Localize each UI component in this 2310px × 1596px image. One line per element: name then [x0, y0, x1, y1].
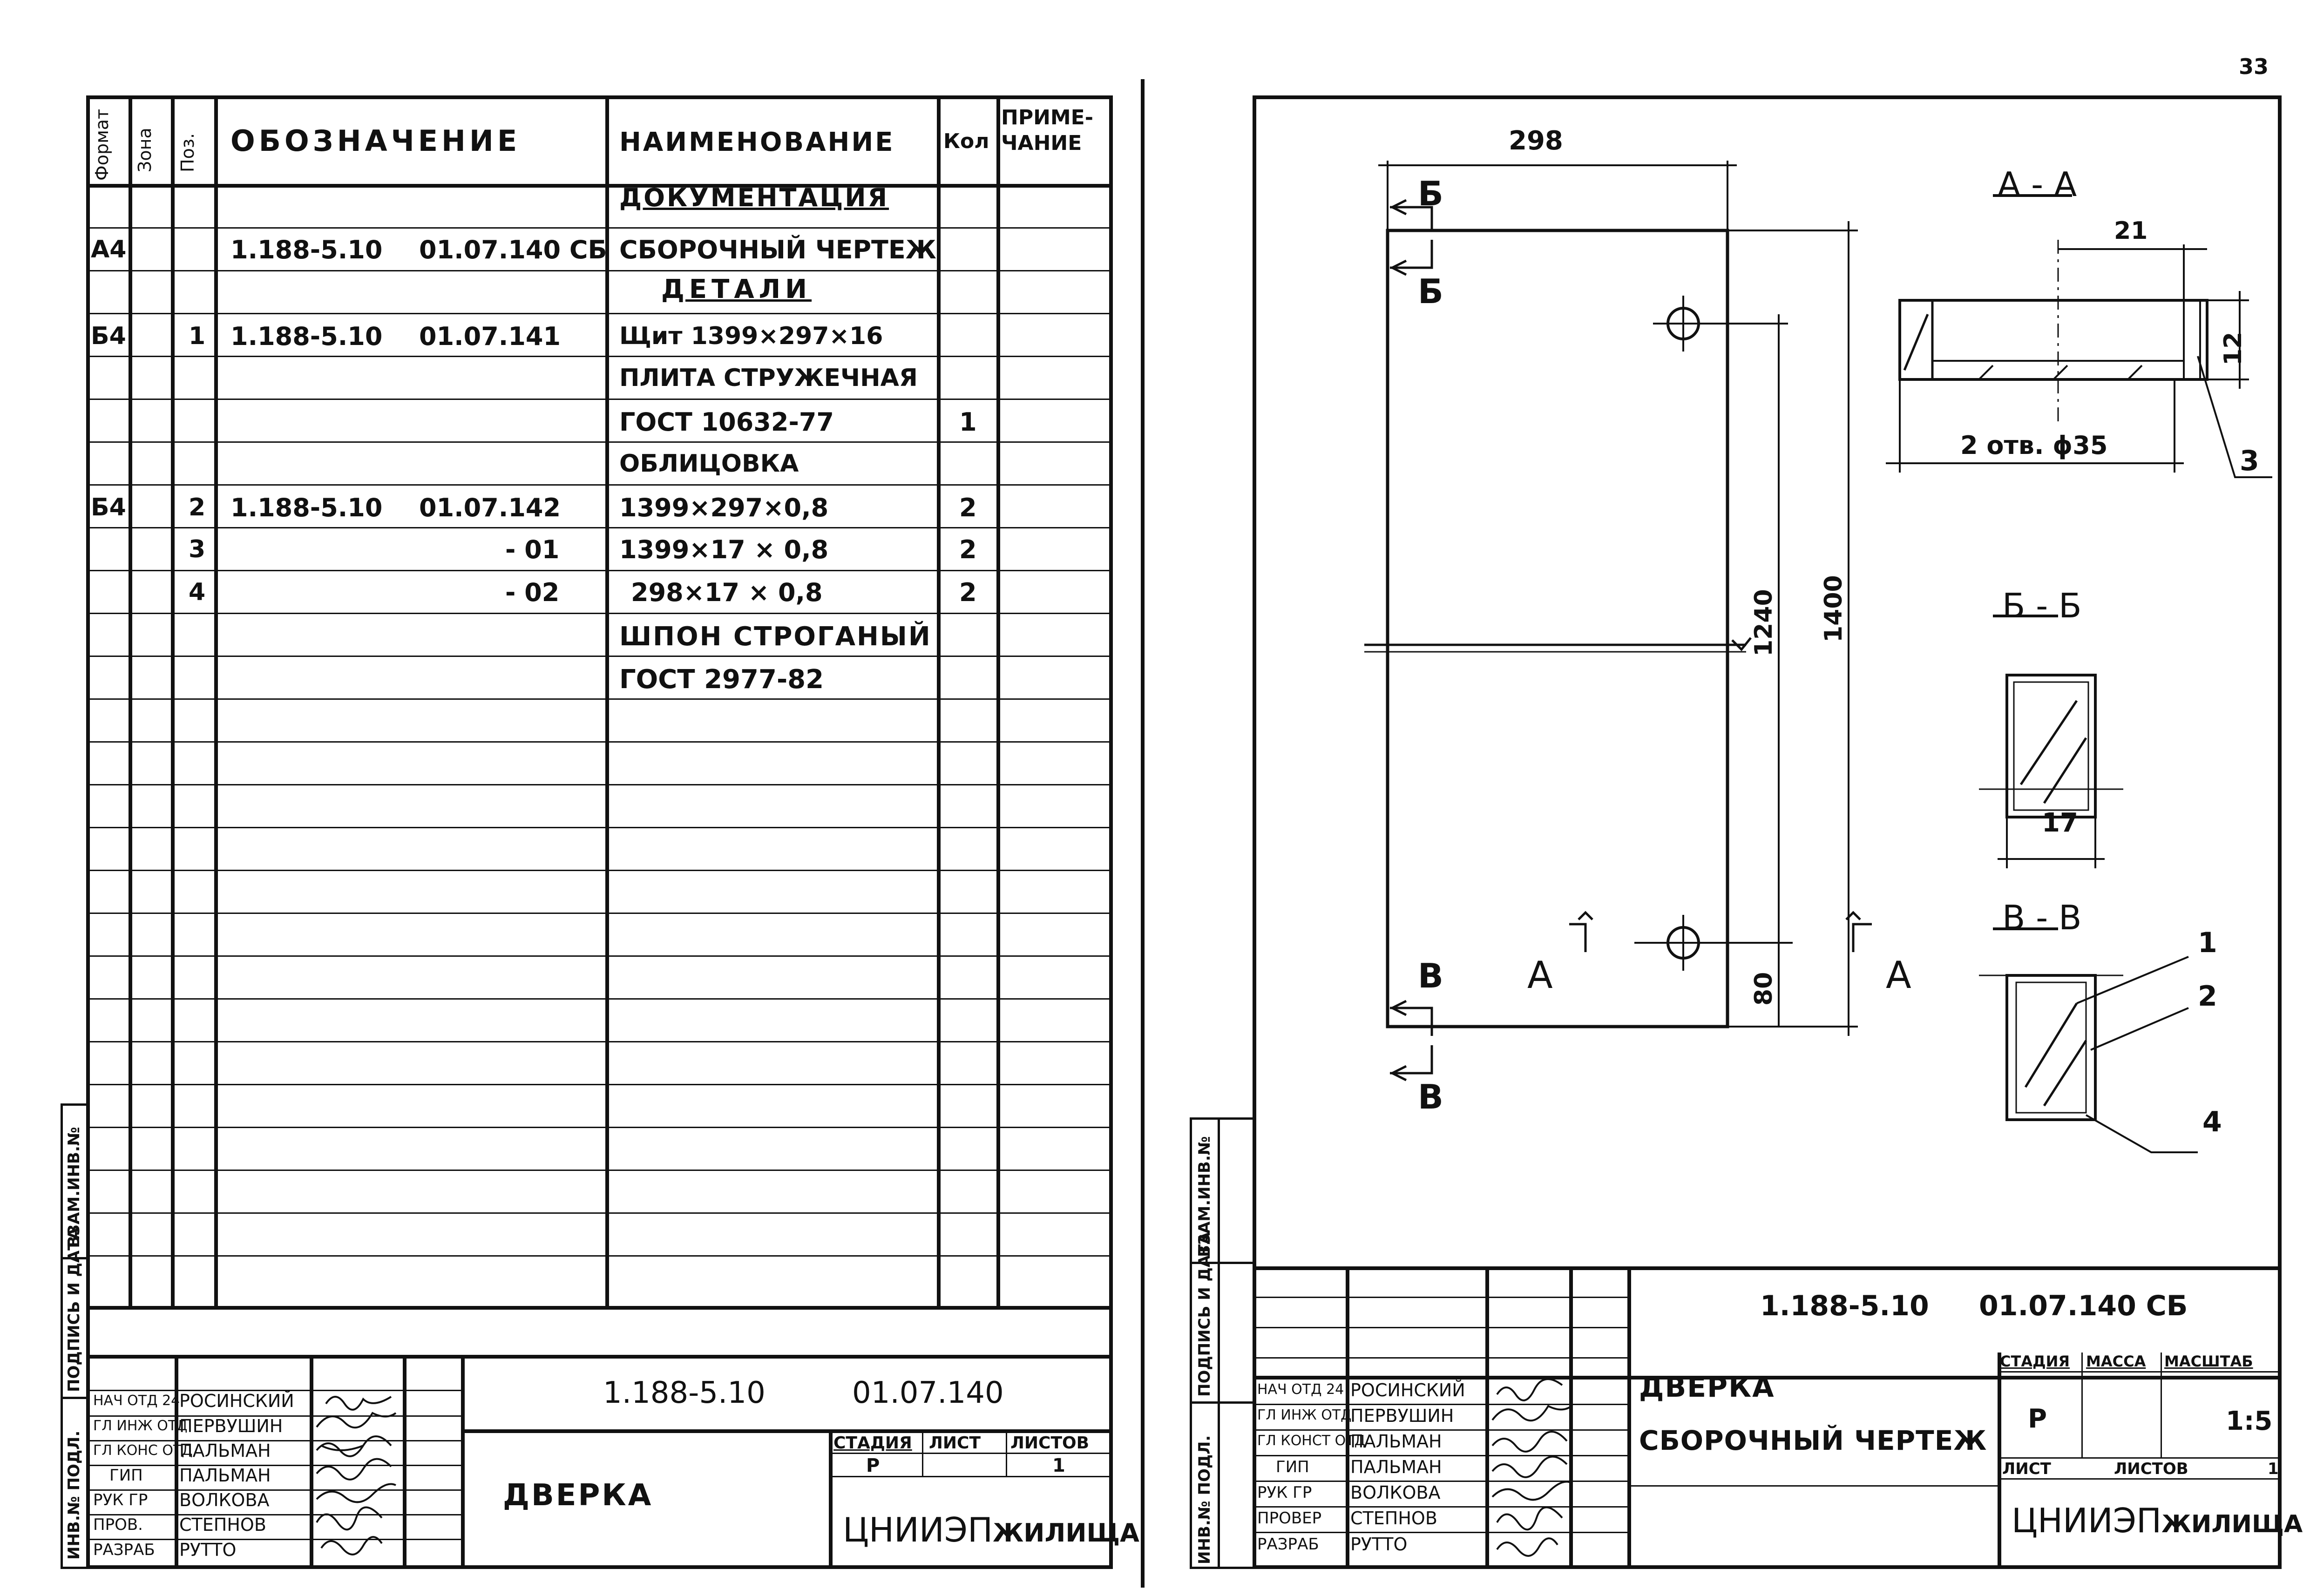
row-code: 1.188-5.10 [230, 493, 383, 522]
cut-v-top: В [1418, 956, 1443, 995]
header-qty: Кол [943, 129, 989, 153]
aa-callout-3: 3 [2240, 445, 2259, 477]
row-name: ШПОН СТРОГАНЫЙ [619, 622, 932, 652]
aa-dim-top: 21 [2114, 217, 2148, 245]
section-aa-body [1900, 300, 2207, 379]
row-num: 01.07.140 СБ [419, 235, 607, 264]
signer-name: ВОЛКОВА [1350, 1482, 1441, 1503]
row-pos: 4 [189, 578, 206, 606]
signer-role: РУК ГР [1257, 1483, 1312, 1502]
signer-role: ГЛ КОНС ОТД [93, 1442, 193, 1459]
tb-right-name-2: СБОРОЧНЫЙ ЧЕРТЕЖ [1639, 1425, 1987, 1456]
signer-role: НАЧ ОТД 24 [93, 1393, 180, 1409]
tb-left-stage-label: СТАДИЯ [833, 1434, 912, 1453]
tb-left-doc-code: 1.188-5.10 [603, 1376, 765, 1410]
row-code: 1.188-5.10 [230, 235, 383, 264]
spec-frame [86, 95, 1113, 1569]
dim-height: 1400 [1820, 575, 1848, 642]
row-name: ГОСТ 2977-82 [619, 664, 824, 695]
tb-left-name: ДВЕРКА [503, 1478, 653, 1513]
signer-name: ПАЛЬМАН [179, 1440, 271, 1461]
side-inv: ИНВ.№ ПОДЛ. [65, 1430, 83, 1560]
tb-right-scale-label: МАСШТАБ [2164, 1353, 2253, 1370]
side-inv-right: ИНВ.№ ПОДЛ. [1195, 1435, 1214, 1564]
tb-left-org-sub: ЖИЛИЩА [993, 1518, 1139, 1548]
row-name: 1399×17 × 0,8 [619, 535, 829, 564]
aa-holes: 2 отв. ϕ35 [1960, 431, 2108, 460]
sheet-separator [1141, 79, 1145, 1588]
signer-role: ГЛ ИНЖ ОТД [93, 1418, 188, 1434]
side-vzam: ВЗАМ.ИНВ.№ [65, 1127, 83, 1248]
header-note: ПРИМЕ- ЧАНИЕ [1001, 106, 1093, 155]
signatures-left [312, 1390, 405, 1567]
signer-role: РАЗРАБ [93, 1541, 155, 1559]
tb-right-doc-num: 01.07.140 СБ [1979, 1290, 2188, 1322]
signer-name: ПЕРВУШИН [179, 1416, 283, 1436]
row-num: 01.07.141 [419, 322, 561, 351]
row-qty: 2 [959, 493, 977, 522]
vv-callout-2: 2 [2198, 980, 2217, 1013]
dim-bottom: 80 [1750, 972, 1778, 1006]
tb-right-sheets-label: ЛИСТОВ [2114, 1460, 2188, 1478]
tb-right-name-1: ДВЕРКА [1639, 1371, 1775, 1404]
tb-left-sheet-label: ЛИСТ [929, 1434, 981, 1453]
row-name: Щит 1399×297×16 [619, 322, 883, 350]
signer-name: РУТТО [1350, 1534, 1408, 1555]
cut-b-bottom: Б [1418, 272, 1443, 311]
row-name: 298×17 × 0,8 [631, 578, 823, 607]
signer-role: ГЛ КОНСТ ОТД [1257, 1433, 1366, 1449]
tb-right-mass-label: МАССА [2086, 1353, 2146, 1370]
tb-right-scale: 1:5 [2226, 1406, 2273, 1436]
row-format: А4 [91, 236, 127, 264]
signer-role: ПРОВЕР [1257, 1509, 1322, 1528]
signatures-right [1488, 1378, 1581, 1564]
cut-a-left: А [1527, 954, 1553, 997]
tb-right-stage-label: СТАДИЯ [2000, 1353, 2070, 1370]
tb-left-org-name: ЦНИИЭП [843, 1510, 993, 1549]
tb-right-org-sub: ЖИЛИЩА [2161, 1510, 2303, 1538]
cut-b-top: Б [1418, 174, 1443, 213]
cut-v-bottom: В [1418, 1077, 1443, 1116]
row-name: ПЛИТА СТРУЖЕЧНАЯ [619, 364, 918, 392]
row-name: ДЕТАЛИ [661, 274, 812, 304]
signer-name: ПАЛЬМАН [1350, 1431, 1442, 1452]
section-vv-title: В - В [2002, 898, 2082, 937]
tb-right-org [2012, 1501, 2303, 1540]
signer-name: РОСИНСКИЙ [1350, 1380, 1465, 1400]
row-qty: 2 [959, 578, 977, 607]
panel-outline [1388, 230, 1727, 1027]
row-num: - 01 [505, 535, 560, 564]
tb-right-sheets: 1 [2268, 1460, 2279, 1478]
row-pos: 1 [189, 322, 206, 350]
row-name: СБОРОЧНЫЙ ЧЕРТЕЖ [619, 235, 936, 264]
tb-left-org [843, 1510, 1139, 1549]
side-vzam-right: ВЗАМ.ИНВ.№ [1195, 1136, 1214, 1257]
side-podpis-right: ПОДПИСЬ И ДАТА [1195, 1232, 1214, 1397]
row-pos: 2 [189, 494, 206, 521]
signer-role: ПРОВ. [93, 1515, 143, 1534]
side-podpis: ПОДПИСЬ И ДАТА [65, 1227, 83, 1392]
tb-right-sheet-label: ЛИСТ [2002, 1460, 2051, 1478]
row-format: Б4 [91, 494, 126, 521]
aa-dim-side: 12 [2219, 331, 2247, 365]
row-name: 1399×297×0,8 [619, 493, 829, 522]
tb-right-stage: Р [2028, 1404, 2047, 1434]
row-num: 01.07.142 [419, 493, 561, 522]
row-pos: 3 [189, 535, 206, 563]
tb-right-org-name: ЦНИИЭП [2012, 1501, 2162, 1540]
vv-callout-1: 1 [2198, 926, 2217, 959]
row-qty: 2 [959, 535, 977, 564]
cut-a-right: А [1886, 954, 1911, 997]
row-code: 1.188-5.10 [230, 322, 383, 351]
signer-name: СТЕПНОВ [179, 1515, 266, 1535]
row-format: Б4 [91, 322, 126, 350]
bb-dim: 17 [2042, 808, 2078, 838]
header-pos: Поз. [177, 133, 198, 172]
signer-role: НАЧ ОТД 24 [1257, 1381, 1344, 1398]
signer-name: ПАЛЬМАН [179, 1465, 271, 1486]
signer-role: ГИП [1276, 1458, 1309, 1476]
spec-binding-line [86, 1103, 90, 1569]
break-line [1364, 638, 1751, 649]
tb-left-sheets: 1 [1052, 1455, 1065, 1476]
signer-name: СТЕПНОВ [1350, 1508, 1437, 1528]
signer-role: ГЛ ИНЖ ОТД [1257, 1407, 1352, 1423]
signer-name: РОСИНСКИЙ [179, 1391, 294, 1411]
dim-width: 298 [1509, 126, 1563, 156]
tb-left-sheets-label: ЛИСТОВ [1010, 1434, 1090, 1453]
signer-role: ГИП [109, 1466, 143, 1485]
signer-name: РУТТО [179, 1540, 237, 1560]
row-qty: 1 [959, 407, 977, 437]
signer-name: ВОЛКОВА [179, 1490, 270, 1510]
header-designation: ОБОЗНАЧЕНИЕ [230, 124, 521, 158]
section-aa-title: А - А [1998, 165, 2077, 204]
signer-name: ПАЛЬМАН [1350, 1457, 1442, 1477]
signer-role: РАЗРАБ [1257, 1535, 1319, 1554]
row-name: ГОСТ 10632-77 [619, 407, 834, 437]
section-bb-title: Б - Б [2002, 586, 2082, 625]
tb-left-stage: Р [866, 1455, 880, 1476]
header-zone: Зона [135, 128, 155, 172]
assembly-drawing [1253, 95, 2282, 1269]
row-name: ОБЛИЦОВКА [619, 450, 799, 478]
header-format: Формат [92, 108, 112, 181]
signer-role: РУК ГР [93, 1491, 148, 1509]
dim-holes: 1240 [1750, 589, 1778, 656]
tb-left-doc-num: 01.07.140 [852, 1376, 1004, 1410]
page-number: 33 [2239, 54, 2269, 79]
signer-name: ПЕРВУШИН [1350, 1406, 1454, 1426]
vv-callout-4: 4 [2202, 1106, 2222, 1138]
row-num: - 02 [505, 578, 560, 607]
tb-right-doc-code: 1.188-5.10 [1760, 1290, 1929, 1322]
header-name: НАИМЕНОВАНИЕ [619, 127, 895, 157]
row-name: ДОКУМЕНТАЦИЯ [619, 183, 889, 212]
